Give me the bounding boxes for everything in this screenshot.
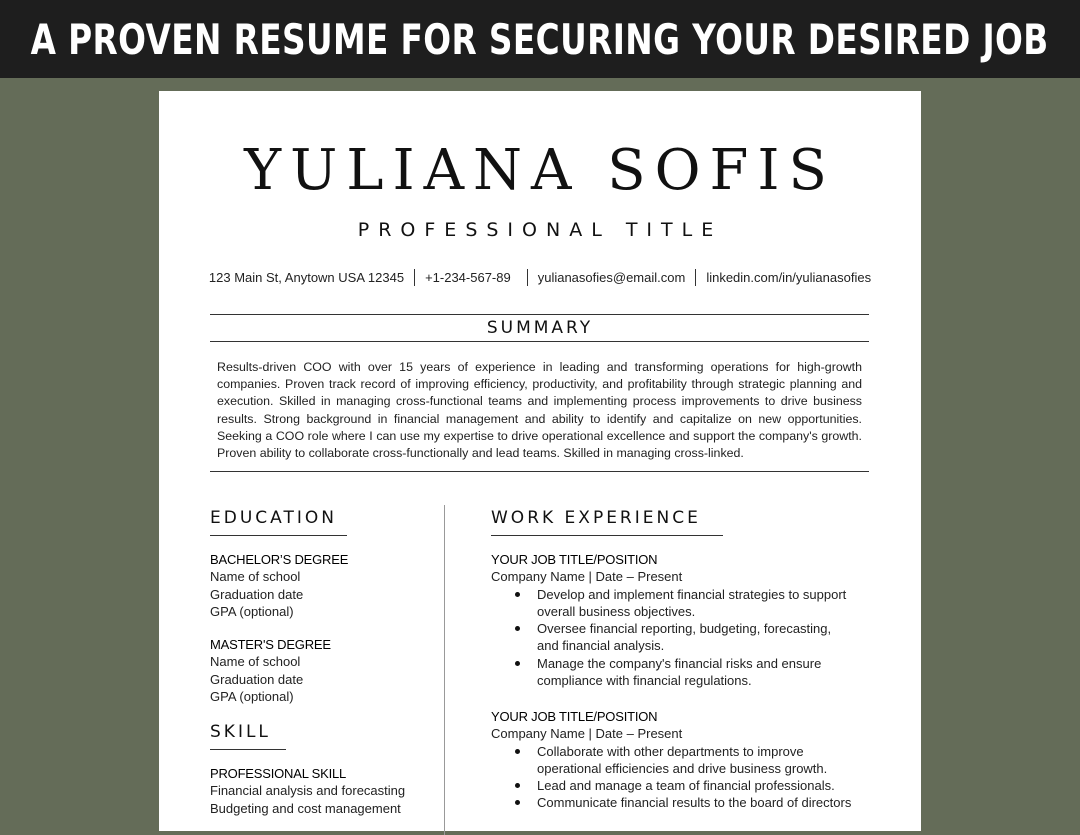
summary-text: Results-driven COO with over 15 years of experience in leading and transforming operations for high-growth companies. Proven track record of improving efficiency, productivity, and profitability through strategic planning and execution. Skilled in managing cross-functional teams and implementing process improvements to drive business results. Strong background in financial management and ability to identify and capitalize on new opportunities. Seeking a COO role where I can use my expertise to drive operational excellence and support the company's growth. Proven ability to collaborate cross-functionally and lead teams. Skilled in managing cross-linked. (217, 360, 862, 461)
skill-item: Financial analysis and forecasting (210, 783, 406, 799)
summary-top-rule (210, 314, 869, 315)
education-underline (210, 535, 347, 536)
contact-phone: +1-234-567-89 (425, 270, 511, 285)
column-divider (444, 505, 445, 835)
work-heading: WORK EXPERIENCE (491, 508, 701, 528)
summary-heading-rule (210, 341, 869, 342)
job-bullet: Lead and manage a team of financial professionals. (537, 777, 855, 794)
gpa: GPA (optional) (210, 688, 294, 704)
job-bullet: Develop and implement financial strategies to support overall business objectives. (537, 586, 855, 621)
skill-subheading: PROFESSIONAL SKILL (210, 766, 347, 781)
job-company: Company Name | Date – Present (491, 569, 683, 585)
resume-name: YULIANA SOFIS (244, 138, 836, 203)
skill-underline (210, 749, 286, 750)
contact-linkedin: linkedin.com/in/yulianasofies (706, 270, 872, 285)
banner-title: A PROVEN RESUME FOR SECURING YOUR DESIRED JOB (30, 14, 1050, 64)
job-entry (491, 708, 891, 812)
contact-email: yulianasofies@email.com (537, 270, 686, 285)
job-bullet: Communicate financial results to the board of directors (537, 794, 867, 811)
education-heading: EDUCATION (210, 508, 337, 528)
degree-title: BACHELOR’S DEGREE (210, 552, 349, 567)
contact-address: 123 Main St, Anytown USA 12345 (208, 270, 405, 285)
graduation-date: Graduation date (210, 671, 304, 687)
summary-heading: SUMMARY (486, 318, 594, 338)
skill-heading: SKILL (210, 722, 271, 742)
skill-block (210, 765, 405, 817)
skill-item: Budgeting and cost management (210, 800, 401, 816)
job-title: YOUR JOB TITLE/POSITION (491, 709, 658, 724)
job-bullets (491, 743, 891, 812)
summary-bottom-rule (210, 471, 869, 472)
contact-divider (695, 269, 696, 286)
contact-divider (414, 269, 415, 286)
school-name: Name of school (210, 569, 301, 585)
job-bullet: Oversee financial reporting, budgeting, forecasting, and financial analysis. (537, 620, 855, 655)
contact-divider (527, 269, 528, 286)
job-title: YOUR JOB TITLE/POSITION (491, 552, 658, 567)
promo-banner (0, 0, 1080, 78)
school-name: Name of school (210, 654, 301, 670)
job-bullet: Manage the company's financial risks and ensure compliance with financial regulations. (537, 655, 835, 690)
job-company: Company Name | Date – Present (491, 726, 683, 742)
job-entry (491, 551, 891, 689)
degree-title: MASTER'S DEGREE (210, 637, 331, 652)
gpa: GPA (optional) (210, 603, 294, 619)
work-underline (491, 535, 723, 536)
professional-title: PROFESSIONAL TITLE (357, 219, 723, 241)
job-bullet: Collaborate with other departments to improve operational efficiencies and drive business growth. (537, 743, 837, 778)
education-entry (210, 551, 348, 620)
resume-page (159, 91, 921, 831)
contact-line (159, 269, 921, 286)
graduation-date: Graduation date (210, 586, 304, 602)
job-bullets (491, 586, 891, 690)
education-entry (210, 636, 331, 705)
